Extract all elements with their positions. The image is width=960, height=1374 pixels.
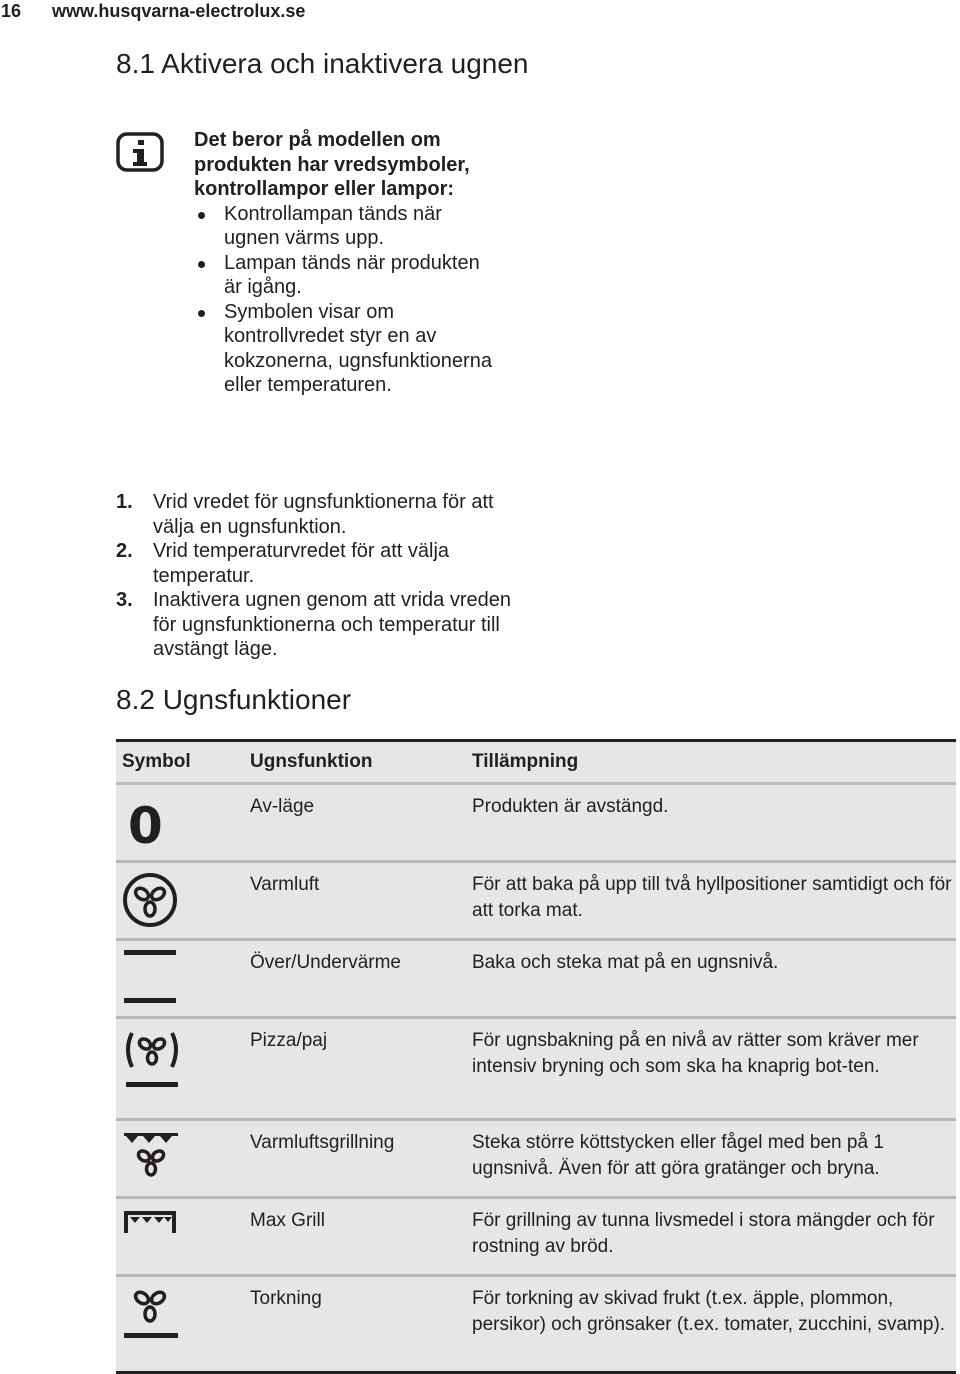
- step-item: [116, 588, 536, 662]
- drying-fan-icon: [122, 1285, 184, 1345]
- pizza-fan-icon: [122, 1029, 184, 1091]
- function-name: Av-läge: [250, 796, 315, 817]
- fan-grill-icon: [122, 1129, 184, 1189]
- table-row: [116, 1019, 956, 1121]
- steps-list: [116, 490, 536, 662]
- oven-functions-table: [116, 739, 956, 1374]
- info-note: [194, 128, 494, 398]
- svg-text:0: 0: [128, 797, 163, 851]
- step-item: [116, 539, 536, 588]
- function-name: Varmluft: [250, 874, 320, 895]
- fan-circle-icon: [122, 873, 184, 927]
- step-number: 2.: [116, 540, 133, 562]
- table-row: [116, 1121, 956, 1199]
- table-row: [116, 1199, 956, 1277]
- page-number: 16: [1, 1, 22, 21]
- info-icon: [116, 128, 164, 176]
- step-text: Vrid vredet för ugnsfunktionerna för att välja en ugnsfunktion.: [153, 491, 494, 538]
- step-text: Inaktivera ugnen genom att vrida vreden för ugnsfunktionerna och temperatur till avstängt läge.: [153, 589, 511, 660]
- function-name: Torkning: [250, 1288, 322, 1309]
- function-name: Pizza/paj: [250, 1030, 328, 1051]
- step-number: 1.: [116, 491, 133, 513]
- max-grill-icon: [122, 1209, 184, 1239]
- top-bottom-heat-icon: [122, 947, 184, 1007]
- function-usage: Produkten är avstängd.: [472, 796, 669, 817]
- section-title-oven-functions: 8.2 Ugnsfunktioner: [116, 684, 352, 715]
- table-row: [116, 863, 956, 941]
- table-row: [116, 1277, 956, 1374]
- table-row: [116, 785, 956, 863]
- table-header-row: [116, 742, 956, 785]
- step-number: 3.: [116, 589, 133, 611]
- note-intro: Det beror på modellen om produkten har vredsymboler, kontrollampor eller lampor:: [194, 129, 470, 200]
- function-usage: För att baka på upp till två hyllpositioner samtidigt och för att torka mat.: [472, 874, 952, 921]
- note-bullet: Lampan tänds när produkten är igång.: [194, 251, 494, 300]
- function-name: Över/Undervärme: [250, 952, 401, 973]
- step-item: [116, 490, 536, 539]
- note-bullet: Kontrollampan tänds när ugnen värms upp.: [194, 202, 494, 251]
- table-row: [116, 941, 956, 1019]
- note-bullet: Symbolen visar om kontrollvredet styr en av kokzonerna, ugnsfunktionerna eller temperaturen.: [194, 300, 494, 398]
- step-text: Vrid temperaturvredet för att välja temperatur.: [153, 540, 450, 587]
- header-usage: Tillämpning: [472, 751, 579, 772]
- section-title-activate: 8.1 Aktivera och inaktivera ugnen: [116, 48, 529, 79]
- function-usage: Baka och steka mat på en ugnsnivå.: [472, 952, 779, 973]
- function-usage: För grillning av tunna livsmedel i stora mängder och för rostning av bröd.: [472, 1210, 935, 1257]
- note-bullet-list: [194, 202, 494, 398]
- function-usage: För torkning av skivad frukt (t.ex. äpple, plommon, persikor) och grönsaker (t.ex. tomater, zucchini, svamp).: [472, 1288, 946, 1335]
- function-name: Varmluftsgrillning: [250, 1132, 395, 1153]
- website-url[interactable]: www.husqvarna-electrolux.se: [52, 1, 306, 21]
- function-name: Max Grill: [250, 1210, 325, 1231]
- header-symbol: Symbol: [122, 751, 191, 772]
- off-zero-icon: [122, 795, 184, 851]
- header-function: Ugnsfunktion: [250, 751, 373, 772]
- function-usage: Steka större köttstycken eller fågel med ben på 1 ugnsnivå. Även för att göra gratänger och bryna.: [472, 1132, 884, 1179]
- function-usage: För ugnsbakning på en nivå av rätter som kräver mer intensiv bryning och som ska ha knaprig bot-ten.: [472, 1030, 919, 1077]
